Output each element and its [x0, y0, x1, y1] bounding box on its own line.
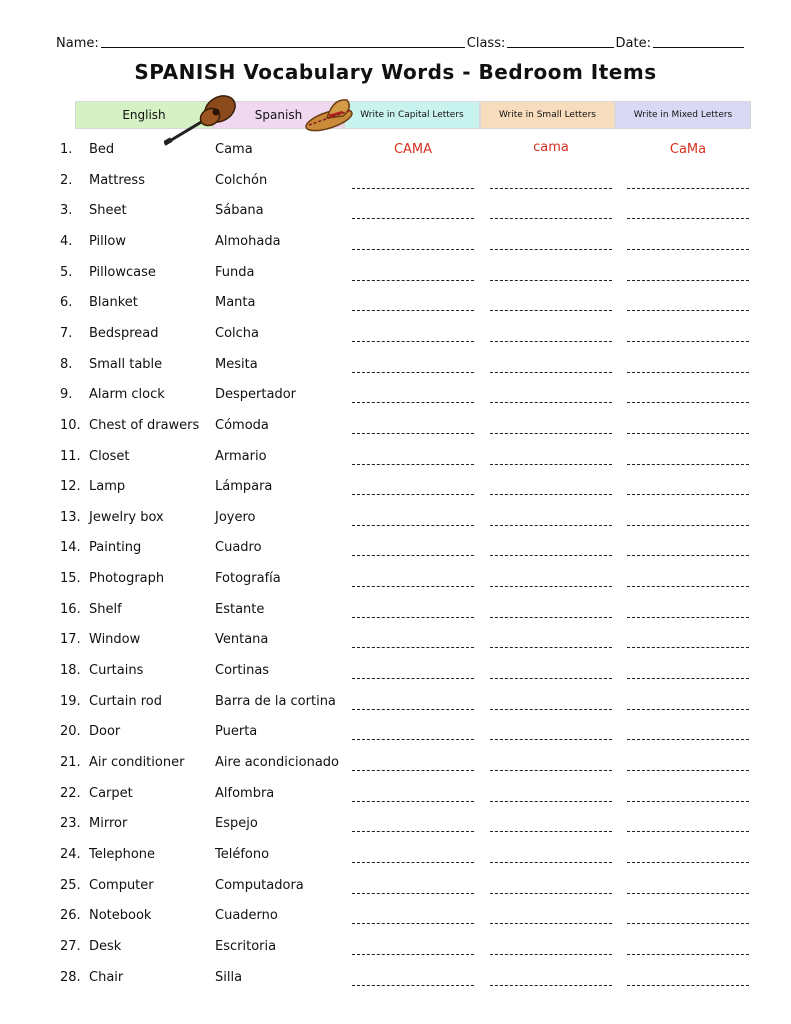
- row-number: 14.: [60, 540, 81, 556]
- spanish-word: Silla: [215, 969, 243, 985]
- vocabulary-row: [0, 349, 791, 379]
- english-word: Sheet: [89, 203, 127, 219]
- small-answer-line[interactable]: [490, 985, 612, 986]
- english-word: Computer: [89, 877, 154, 893]
- row-number: 21.: [60, 755, 81, 770]
- english-word: Chest of drawers: [89, 417, 200, 433]
- mixed-answer-line[interactable]: [627, 525, 749, 526]
- vocabulary-row: [0, 624, 791, 654]
- row-number: 4.: [60, 233, 73, 249]
- row-number: 2.: [60, 172, 73, 188]
- english-word: Curtain rod: [89, 693, 162, 709]
- mixed-answer-line[interactable]: [627, 372, 749, 373]
- spanish-word: Ventana: [215, 632, 269, 648]
- column-header-capital: Write in Capital Letters: [344, 101, 480, 129]
- mixed-answer-line[interactable]: [627, 341, 749, 342]
- small-answer-line[interactable]: [490, 218, 612, 219]
- small-answer-line[interactable]: [490, 831, 612, 832]
- capital-answer-line[interactable]: [352, 188, 474, 189]
- student-info-line: [56, 33, 746, 51]
- row-number: 1.: [60, 142, 73, 157]
- example-capital: CAMA: [393, 142, 433, 157]
- english-word: Mattress: [89, 172, 145, 188]
- small-answer-line[interactable]: [490, 709, 612, 710]
- small-answer-line[interactable]: [490, 464, 612, 465]
- mixed-answer-line[interactable]: [627, 739, 749, 740]
- english-word: Painting: [89, 540, 142, 556]
- mixed-answer-line[interactable]: [627, 831, 749, 832]
- row-number: 15.: [60, 571, 81, 587]
- small-answer-line[interactable]: [490, 586, 612, 587]
- english-word: Alarm clock: [89, 387, 165, 403]
- capital-answer-line[interactable]: [352, 985, 474, 986]
- name-blank[interactable]: [101, 46, 465, 48]
- capital-answer-line[interactable]: [352, 586, 474, 587]
- spanish-word: Joyero: [215, 509, 256, 525]
- vocabulary-row: [0, 410, 791, 440]
- row-number: 10.: [60, 417, 81, 433]
- row-number: 20.: [60, 724, 81, 740]
- small-answer-line[interactable]: [490, 862, 612, 863]
- row-number: 27.: [60, 938, 81, 954]
- small-answer-line[interactable]: [490, 678, 612, 679]
- capital-answer-line[interactable]: [352, 923, 474, 924]
- mixed-answer-line[interactable]: [627, 923, 749, 924]
- english-word: Desk: [89, 938, 122, 954]
- vocabulary-row: [0, 471, 791, 501]
- english-word: Lamp: [89, 479, 126, 495]
- small-answer-line[interactable]: [490, 923, 612, 924]
- example-mixed: CaMa: [669, 142, 707, 157]
- mixed-answer-line[interactable]: [627, 647, 749, 648]
- english-word: Blanket: [89, 295, 138, 311]
- capital-answer-line[interactable]: [352, 310, 474, 311]
- small-answer-line[interactable]: [490, 402, 612, 403]
- vocabulary-row: [0, 747, 791, 777]
- english-word: Photograph: [89, 571, 165, 587]
- mixed-answer-line[interactable]: [627, 433, 749, 434]
- date-blank[interactable]: [653, 46, 744, 48]
- example-small: cama: [533, 140, 569, 155]
- capital-answer-line[interactable]: [352, 954, 474, 955]
- mixed-answer-line[interactable]: [627, 280, 749, 281]
- mixed-answer-line[interactable]: [627, 494, 749, 495]
- english-word: Curtains: [89, 663, 144, 679]
- spanish-word: Escritoria: [215, 938, 277, 954]
- vocabulary-row: [0, 931, 791, 961]
- capital-answer-line[interactable]: [352, 341, 474, 342]
- spanish-word: Cama: [215, 142, 253, 157]
- mixed-answer-line[interactable]: [627, 893, 749, 894]
- capital-answer-line[interactable]: [352, 862, 474, 863]
- capital-answer-line[interactable]: [352, 709, 474, 710]
- mixed-answer-line[interactable]: [627, 188, 749, 189]
- row-number: 19.: [60, 693, 81, 709]
- spanish-word: Funda: [215, 264, 255, 280]
- row-number: 8.: [60, 356, 73, 372]
- spanish-word: Computadora: [215, 877, 304, 893]
- vocabulary-row: [0, 134, 791, 164]
- row-number: 22.: [60, 785, 81, 801]
- english-word: Notebook: [89, 908, 152, 924]
- row-number: 7.: [60, 325, 73, 341]
- row-number: 9.: [60, 387, 73, 403]
- small-answer-line[interactable]: [490, 341, 612, 342]
- english-word: Bedspread: [89, 325, 159, 341]
- row-number: 18.: [60, 663, 81, 679]
- english-word: Air conditioner: [89, 755, 185, 770]
- mixed-answer-line[interactable]: [627, 249, 749, 250]
- vocabulary-row: [0, 563, 791, 593]
- mixed-answer-line[interactable]: [627, 586, 749, 587]
- vocabulary-row: [0, 532, 791, 562]
- capital-answer-line[interactable]: [352, 647, 474, 648]
- row-number: 26.: [60, 908, 81, 924]
- english-word: Pillowcase: [89, 264, 156, 280]
- vocabulary-row: [0, 839, 791, 869]
- small-answer-line[interactable]: [490, 525, 612, 526]
- mixed-answer-line[interactable]: [627, 310, 749, 311]
- spanish-word: Cuaderno: [215, 908, 278, 924]
- vocabulary-row: [0, 655, 791, 685]
- vocabulary-row: [0, 686, 791, 716]
- english-word: Shelf: [89, 601, 122, 617]
- spanish-word: Colcha: [215, 325, 259, 341]
- mixed-answer-line[interactable]: [627, 770, 749, 771]
- spanish-word: Estante: [215, 601, 265, 617]
- column-header-english: English: [75, 101, 213, 129]
- vocabulary-row: [0, 226, 791, 256]
- capital-answer-line[interactable]: [352, 218, 474, 219]
- capital-answer-line[interactable]: [352, 893, 474, 894]
- spanish-word: Espejo: [215, 816, 258, 832]
- mixed-answer-line[interactable]: [627, 801, 749, 802]
- small-answer-line[interactable]: [490, 433, 612, 434]
- spanish-word: Despertador: [215, 387, 296, 403]
- vocabulary-row: [0, 379, 791, 409]
- spanish-word: Cómoda: [215, 417, 269, 433]
- vocabulary-row: [0, 257, 791, 287]
- vocabulary-row: [0, 716, 791, 746]
- vocabulary-row: [0, 441, 791, 471]
- capital-answer-line[interactable]: [352, 402, 474, 403]
- small-answer-line[interactable]: [490, 893, 612, 894]
- mixed-answer-line[interactable]: [627, 555, 749, 556]
- mixed-answer-line[interactable]: [627, 709, 749, 710]
- row-number: 6.: [60, 295, 73, 311]
- row-number: 23.: [60, 816, 81, 832]
- english-word: Window: [89, 632, 141, 648]
- capital-answer-line[interactable]: [352, 372, 474, 373]
- english-word: Small table: [89, 356, 163, 372]
- row-number: 11.: [60, 448, 81, 464]
- small-answer-line[interactable]: [490, 801, 612, 802]
- small-answer-line[interactable]: [490, 739, 612, 740]
- capital-answer-line[interactable]: [352, 678, 474, 679]
- row-number: 12.: [60, 479, 81, 495]
- small-answer-line[interactable]: [490, 188, 612, 189]
- english-word: Carpet: [89, 785, 133, 801]
- spanish-word: Almohada: [215, 233, 281, 249]
- vocabulary-row: [0, 287, 791, 317]
- spanish-word: Puerta: [215, 724, 258, 740]
- spanish-word: Cuadro: [215, 540, 262, 556]
- date-label: Date:: [615, 36, 651, 51]
- small-answer-line[interactable]: [490, 770, 612, 771]
- capital-answer-line[interactable]: [352, 433, 474, 434]
- capital-answer-line[interactable]: [352, 739, 474, 740]
- capital-answer-line[interactable]: [352, 249, 474, 250]
- class-label: Class:: [466, 36, 506, 51]
- english-word: Jewelry box: [89, 509, 164, 525]
- spanish-word: Lámpara: [215, 479, 273, 495]
- mixed-answer-line[interactable]: [627, 862, 749, 863]
- vocabulary-row: [0, 502, 791, 532]
- vocabulary-row: [0, 962, 791, 992]
- capital-answer-line[interactable]: [352, 280, 474, 281]
- english-word: Chair: [89, 969, 124, 985]
- vocabulary-row: [0, 870, 791, 900]
- mixed-answer-line[interactable]: [627, 402, 749, 403]
- capital-answer-line[interactable]: [352, 525, 474, 526]
- vocabulary-row: [0, 594, 791, 624]
- name-label: Name:: [56, 36, 99, 51]
- spanish-word: Sábana: [215, 203, 264, 219]
- small-answer-line[interactable]: [490, 249, 612, 250]
- row-number: 17.: [60, 632, 81, 648]
- english-word: Telephone: [89, 846, 156, 862]
- mixed-answer-line[interactable]: [627, 678, 749, 679]
- spanish-word: Colchón: [215, 172, 268, 188]
- capital-answer-line[interactable]: [352, 617, 474, 618]
- small-answer-line[interactable]: [490, 494, 612, 495]
- row-number: 13.: [60, 509, 81, 525]
- sombrero-icon: [303, 92, 361, 132]
- capital-answer-line[interactable]: [352, 770, 474, 771]
- column-header-small: Write in Small Letters: [480, 101, 615, 129]
- column-header-spanish: Spanish: [213, 101, 344, 129]
- row-number: 5.: [60, 264, 73, 280]
- spanish-word: Teléfono: [215, 846, 270, 862]
- vocabulary-row: [0, 778, 791, 808]
- small-answer-line[interactable]: [490, 954, 612, 955]
- row-number: 3.: [60, 203, 73, 219]
- row-number: 25.: [60, 877, 81, 893]
- row-number: 16.: [60, 601, 81, 617]
- capital-answer-line[interactable]: [352, 555, 474, 556]
- small-answer-line[interactable]: [490, 310, 612, 311]
- spanish-word: Manta: [215, 295, 256, 311]
- mixed-answer-line[interactable]: [627, 218, 749, 219]
- small-answer-line[interactable]: [490, 555, 612, 556]
- spanish-word: Alfombra: [215, 785, 275, 801]
- vocabulary-row: [0, 900, 791, 930]
- capital-answer-line[interactable]: [352, 801, 474, 802]
- row-number: 28.: [60, 969, 81, 985]
- small-answer-line[interactable]: [490, 280, 612, 281]
- mixed-answer-line[interactable]: [627, 954, 749, 955]
- capital-answer-line[interactable]: [352, 831, 474, 832]
- column-header-mixed: Write in Mixed Letters: [615, 101, 751, 129]
- english-word: Pillow: [89, 233, 126, 249]
- small-answer-line[interactable]: [490, 372, 612, 373]
- spanish-word: Armario: [215, 448, 267, 464]
- english-word: Closet: [89, 448, 130, 464]
- vocabulary-row: [0, 808, 791, 838]
- english-word: Door: [89, 724, 121, 740]
- vocabulary-row: [0, 165, 791, 195]
- class-blank[interactable]: [507, 46, 613, 48]
- small-answer-line[interactable]: [490, 647, 612, 648]
- spanish-word: Barra de la cortina: [215, 693, 336, 709]
- mixed-answer-line[interactable]: [627, 617, 749, 618]
- capital-answer-line[interactable]: [352, 494, 474, 495]
- english-word: Mirror: [89, 816, 128, 832]
- spanish-word: Aire acondicionado: [215, 755, 339, 770]
- spanish-word: Cortinas: [215, 663, 270, 679]
- row-number: 24.: [60, 846, 81, 862]
- small-answer-line[interactable]: [490, 617, 612, 618]
- spanish-word: Mesita: [215, 356, 258, 372]
- mixed-answer-line[interactable]: [627, 985, 749, 986]
- vocabulary-row: [0, 318, 791, 348]
- english-word: Bed: [89, 142, 115, 157]
- worksheet-title: SPANISH Vocabulary Words - Bedroom Items: [134, 60, 657, 84]
- capital-answer-line[interactable]: [352, 464, 474, 465]
- spanish-word: Fotografía: [215, 571, 281, 587]
- vocabulary-row: [0, 195, 791, 225]
- mixed-answer-line[interactable]: [627, 464, 749, 465]
